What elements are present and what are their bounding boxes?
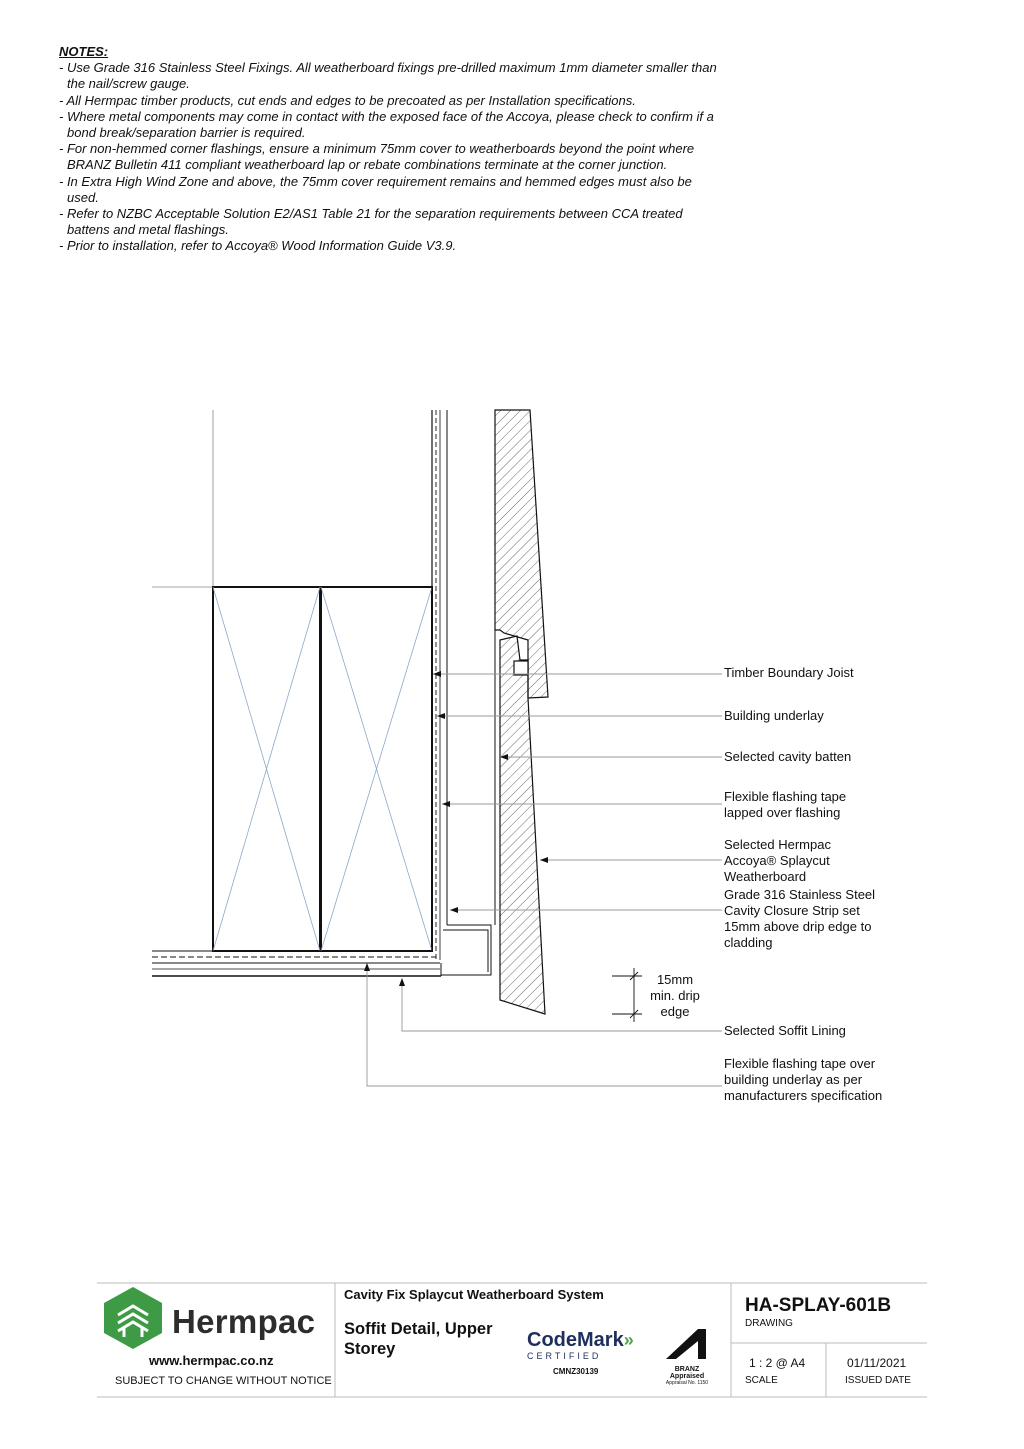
branz-number: Appraisal No. 1150 <box>665 1380 709 1386</box>
codemark-number: CMNZ30139 <box>553 1367 599 1376</box>
brand-notice: SUBJECT TO CHANGE WITHOUT NOTICE <box>115 1375 332 1387</box>
issued-date: 01/11/2021 <box>847 1356 907 1370</box>
drip-edge-value: 15mm <box>656 972 694 987</box>
boundary-joist <box>213 587 432 951</box>
callout-batten: Selected cavity batten <box>724 749 852 764</box>
callout-boundary-joist: Timber Boundary Joist <box>724 665 854 680</box>
reference-lines <box>152 410 213 587</box>
drawing-number: HA-SPLAY-601B <box>745 1295 892 1316</box>
scale-label: SCALE <box>745 1375 778 1386</box>
drawing-label: DRAWING <box>745 1318 793 1329</box>
title-block <box>97 1283 927 1397</box>
soffit-lining <box>152 951 441 976</box>
note-item: - Refer to NZBC Acceptable Solution E2/AS1 Table 21 for the separation requirements between CCA treated battens and metal flashings. <box>59 206 683 238</box>
callout-weatherboard: Selected Hermpac Accoya® Splaycut Weatherboard <box>724 837 831 884</box>
chevron-icon: » <box>623 1330 634 1350</box>
note-item: - All Hermpac timber products, cut ends and edges to be precoated as per Installation specifications. <box>59 92 636 108</box>
cavity-batten <box>447 410 495 925</box>
note-item: - For non-hemmed corner flashings, ensure a minimum 75mm cover to weatherboards beyond the point where BRANZ Bulletin 411 compliant weatherboard lap or rebate combinations terminate at the corner junction. <box>59 141 695 173</box>
codemark-name: CodeMark <box>527 1329 624 1351</box>
branz-appraised-icon <box>662 1327 712 1361</box>
callout-flashing-tape: Flexible flashing tape lapped over flashing <box>724 789 847 820</box>
issued-date-label: ISSUED DATE <box>845 1375 911 1386</box>
note-item: - Prior to installation, refer to Accoya® Wood Information Guide V3.9. <box>59 238 457 254</box>
drip-edge-dimension <box>612 968 642 1022</box>
building-underlay <box>432 410 440 960</box>
weatherboards <box>495 410 548 1014</box>
scale-value: 1 : 2 @ A4 <box>749 1356 806 1370</box>
codemark-logo <box>527 1329 647 1376</box>
callout-tape-underlay: Flexible flashing tape over building underlay as per manufacturers specification <box>724 1056 883 1103</box>
brand-name: Hermpac <box>172 1303 316 1340</box>
callout-underlay: Building underlay <box>724 708 824 723</box>
brand-website[interactable]: www.hermpac.co.nz <box>149 1353 274 1368</box>
branz-logo <box>657 1327 717 1386</box>
note-item: - In Extra High Wind Zone and above, the 75mm cover requirement remains and hemmed edges must also be used. <box>59 173 692 205</box>
drip-edge-text: min. drip <box>650 988 700 1003</box>
note-item: - Where metal components may come in contact with the exposed face of the Accoya, please check to confirm if a bond break/separation barrier is required. <box>59 108 714 141</box>
codemark-certified: CERTIFIED <box>527 1351 602 1361</box>
brand-panel <box>97 1283 335 1397</box>
drip-edge-text-2: edge <box>660 1004 690 1019</box>
project-title: Cavity Fix Splaycut Weatherboard System <box>344 1287 604 1302</box>
callout-soffit: Selected Soffit Lining <box>724 1023 846 1038</box>
cavity-closure-strip <box>441 925 491 975</box>
note-item: - Use Grade 316 Stainless Steel Fixings. All weatherboard fixings pre-drilled maximum 1mm diameter smaller than the nail/screw gauge. <box>59 60 717 92</box>
branz-label: BRANZ Appraised <box>669 1366 705 1380</box>
callout-closure-strip: Grade 316 Stainless Steel Cavity Closure Strip set 15mm above drip edge to cladding <box>724 887 876 950</box>
hermpac-logo-icon <box>100 1285 166 1351</box>
sheet-title: Soffit Detail, Upper Storey <box>344 1320 493 1358</box>
leader-lines <box>367 674 722 1086</box>
notes-heading: NOTES: <box>59 44 109 59</box>
drip-edge-label <box>645 972 705 1020</box>
